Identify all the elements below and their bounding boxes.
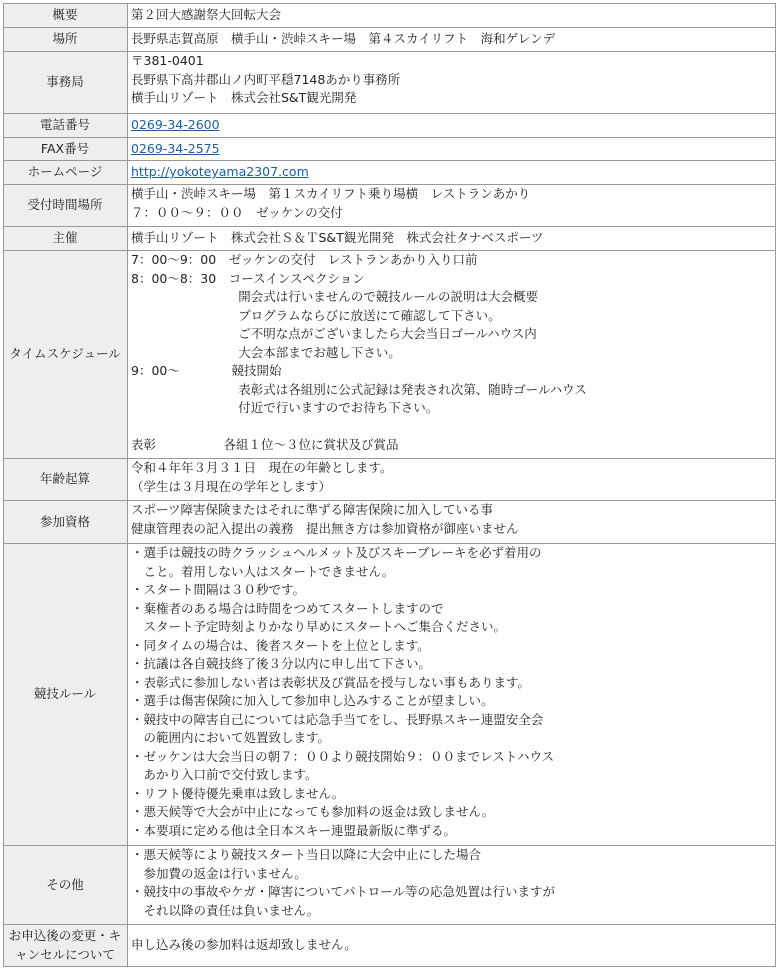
text-line: 健康管理表の記入提出の義務 提出無き方は参加資格が御座いません (131, 520, 519, 536)
text-line: ７：００～９：００ ゼッケンの交付 (131, 204, 343, 220)
label-age: 年齢起算 (4, 459, 128, 501)
text-line: ・棄権者のある場合は時間をつめてスタートしますので (131, 600, 444, 616)
text-line: 付近で行いますのでお待ち下さい。 (131, 400, 439, 415)
row-venue (4, 28, 776, 52)
text-line: ・スタート間隔は３０秒です。 (131, 582, 306, 597)
text-line: ・同タイムの場合は、後者スタートを上位とします。 (131, 637, 430, 653)
text-line: スタート予定時刻よりかなり早めにスタートへご集合ください。 (131, 619, 507, 634)
text-line: 大会本部までお越し下さい。 (131, 344, 401, 360)
label-phone: 電話番号 (4, 114, 128, 138)
text-line: 第２回大感謝祭大回転大会 (131, 7, 282, 23)
value-other (128, 846, 776, 925)
label-other: その他 (4, 846, 128, 925)
event-info-body (4, 4, 776, 967)
row-reception (4, 185, 776, 227)
event-info-table (3, 3, 776, 967)
text-line: こと。着用しない人はスタートできません。 (131, 563, 395, 579)
text-line: 横手山・渋峠スキー場 第１スカイリフト乗り場横 レストランあかり (131, 186, 531, 201)
label-venue: 場所 (4, 28, 128, 52)
text-line: ・競技中の障害自己については応急手当てをし、長野県スキー連盟安全会 (131, 711, 544, 727)
label-changes: お申込後の変更・キャンセルについて (4, 925, 128, 967)
value-changes (128, 925, 776, 967)
text-line: 横手山リゾート 株式会社S&T観光開発 (131, 90, 357, 105)
text-line: ・表彰式に参加しない者は表彰状及び賞品を授与しない事もあります。 (131, 674, 531, 690)
text-line: ・ゼッケンは大会当日の朝７：００より競技開始９：００までレストハウス (131, 748, 555, 764)
value-schedule (128, 251, 776, 459)
value-fax (128, 138, 776, 161)
value-office (128, 52, 776, 114)
label-organizer: 主催 (4, 227, 128, 251)
text-line: 申し込み後の参加料は返却致しません。 (131, 937, 357, 953)
text-line: 長野県下高井郡山ノ内町平穏7148あかり事務所 (131, 71, 401, 87)
row-phone (4, 114, 776, 138)
text-line: 参加費の返金は行いません。 (131, 865, 307, 881)
text-line: 表彰 各組１位～３位に賞状及び賞品 (131, 437, 399, 452)
text-line: スポーツ障害保険またはそれに準ずる障害保険に加入している事 (131, 502, 494, 517)
text-line: ご不明な点がございましたら大会当日ゴールハウス内 (131, 326, 537, 341)
row-age (4, 459, 776, 501)
text-line: ・リフト優待優先乗車は致しません。 (131, 785, 345, 801)
text-line: 7：00～9：00 ゼッケンの交付 レストランあかり入り口前 (131, 252, 478, 267)
label-reception: 受付時間場所 (4, 185, 128, 227)
text-line: 9：00～ 競技開始 (131, 363, 282, 378)
text-line: 横手山リゾート 株式会社Ｓ＆ＴS&T観光開発 株式会社タナベスポーツ (131, 230, 544, 246)
text-line: ・抗議は各自競技終了後３分以内に申し出て下さい。 (131, 656, 432, 671)
text-line: 表彰式は各組別に公式記録は発表され次第、随時ゴールハウス (131, 381, 587, 397)
value-phone (128, 114, 776, 138)
text-line (131, 418, 771, 437)
link-fax[interactable]: 0269-34-2575 (131, 140, 220, 156)
value-eligibility (128, 501, 776, 544)
text-line: ・悪天候等で大会が中止になっても参加料の返金は致しません。 (131, 804, 495, 819)
value-homepage (128, 161, 776, 185)
label-schedule: タイムスケジュール (4, 251, 128, 459)
row-rules (4, 544, 776, 846)
value-age (128, 459, 776, 501)
text-line: 開会式は行いませんので競技ルールの説明は大会概要 (131, 289, 539, 304)
label-homepage: ホームページ (4, 161, 128, 185)
label-office: 事務局 (4, 52, 128, 114)
text-line: 〒381-0401 (131, 53, 204, 68)
text-line: 長野県志賀高原 横手山・渋峠スキー場 第４スカイリフト 海和ゲレンデ (131, 31, 556, 47)
text-line: あかり入口前で交付致します。 (131, 767, 318, 782)
text-line: ・選手は傷害保険に加入して参加申し込みすることが望ましい。 (131, 693, 494, 708)
value-organizer (128, 227, 776, 251)
text-line: ・選手は競技の時クラッシュヘルメット及びスキーブレーキを必ず着用の (131, 545, 542, 560)
row-office (4, 52, 776, 114)
text-line: ・悪天候等により競技スタート当日以降に大会中止にした場合 (131, 847, 482, 862)
text-line: ・競技中の事故やケガ・障害についてパトロール等の応急処置は行いますが (131, 884, 556, 899)
label-rules: 競技ルール (4, 544, 128, 846)
value-overview (128, 4, 776, 28)
row-eligibility (4, 501, 776, 544)
label-overview: 概要 (4, 4, 128, 28)
text-line: 8：00～8：30 コースインスペクション (131, 270, 365, 286)
text-line: ・本要項に定める他は全日本スキー連盟最新版に準ずる。 (131, 822, 457, 838)
value-rules (128, 544, 776, 846)
text-line: の範囲内において処置致します。 (131, 730, 331, 745)
text-line: 令和４年年３月３１日 現在の年齢とします。 (131, 460, 393, 475)
text-line: それ以降の責任は負いません。 (131, 902, 320, 918)
text-line: プログラムならびに放送にて確認して下さい。 (131, 307, 501, 323)
value-reception (128, 185, 776, 227)
row-schedule (4, 251, 776, 459)
row-organizer (4, 227, 776, 251)
label-eligibility: 参加資格 (4, 501, 128, 544)
link-homepage[interactable]: http://yokoteyama2307.com (131, 164, 309, 180)
row-fax (4, 138, 776, 161)
text-line: （学生は３月現在の学年とします） (131, 478, 332, 494)
row-changes (4, 925, 776, 967)
link-phone[interactable]: 0269-34-2600 (131, 117, 220, 133)
row-homepage (4, 161, 776, 185)
row-other (4, 846, 776, 925)
row-overview (4, 4, 776, 28)
label-fax: FAX番号 (4, 138, 128, 161)
value-venue (128, 28, 776, 52)
